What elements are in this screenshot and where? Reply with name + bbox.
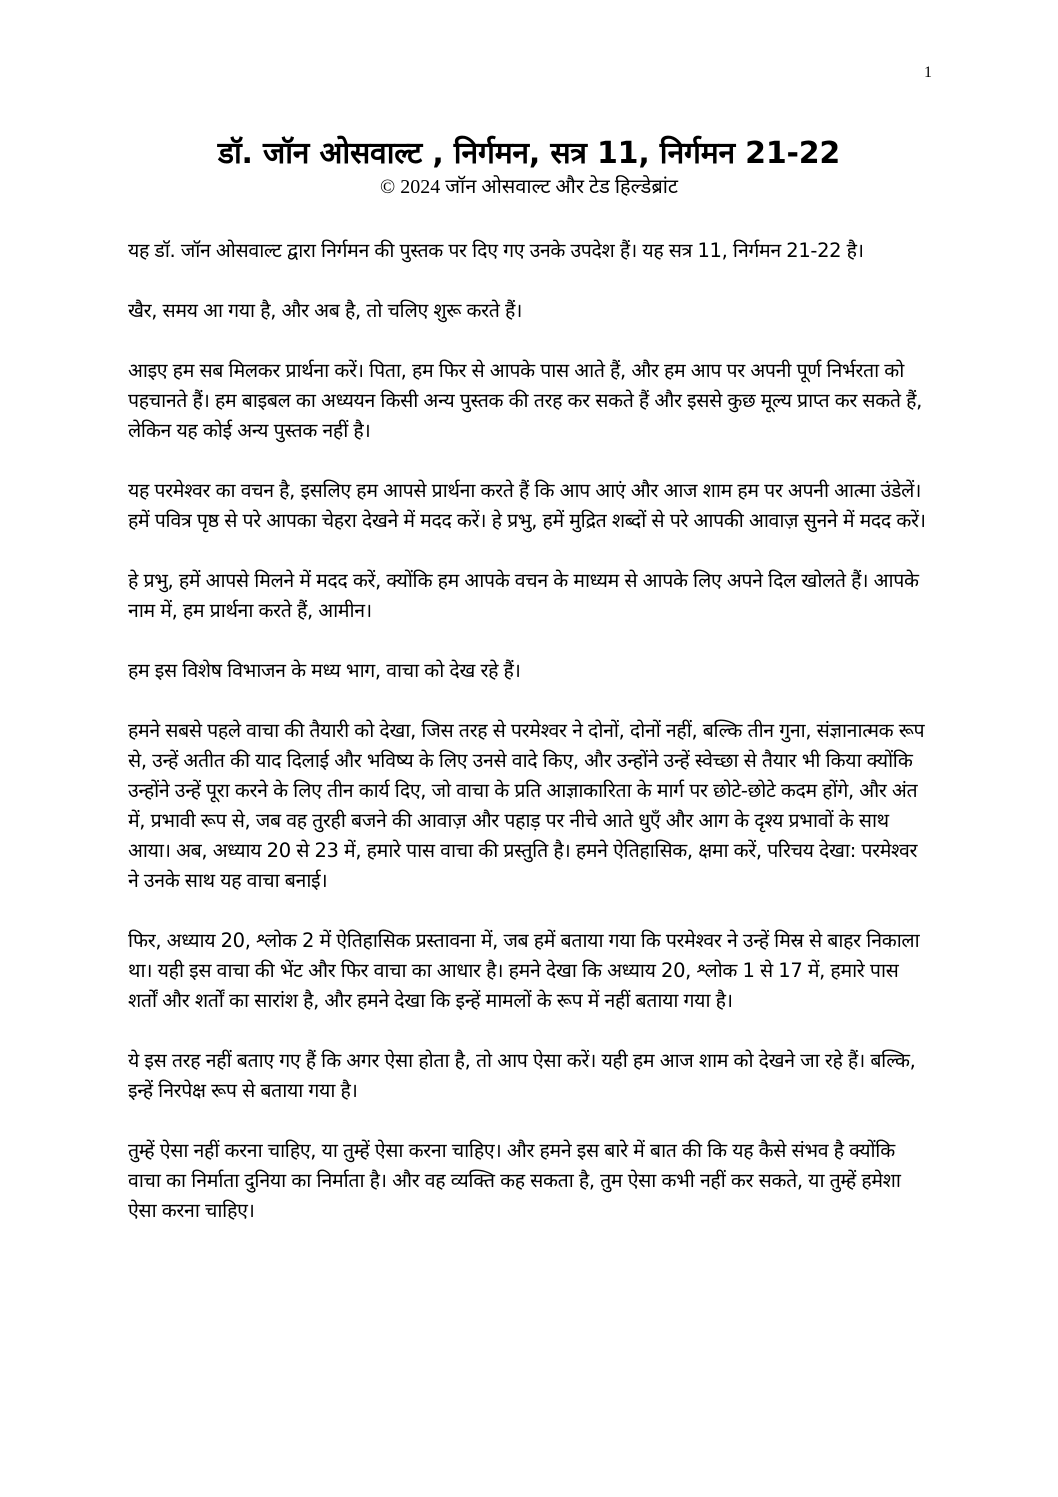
paragraph: तुम्हें ऐसा नहीं करना चाहिए, या तुम्हें ऐसा करना चाहिए। और हमने इस बारे में बात की कि यह कैसे संभव है क्योंकि वाचा का निर्माता दुनिया का निर्माता है। और वह व्यक्ति कह सकता है, तुम ऐसा कभी नहीं कर सकते, या तुम्हें हमेशा ऐसा करना चाहिए। xyxy=(128,1139,901,1222)
paragraph: यह डॉ. जॉन ओसवाल्ट द्वारा निर्गमन की पुस्तक पर दिए गए उनके उपदेश हैं। यह सत्र 11, निर्गमन 21-22 है। xyxy=(128,239,864,262)
copyright-line: © 2024 जॉन ओसवाल्ट और टेड हिल्डेब्रांट xyxy=(380,176,678,198)
page-number: 1 xyxy=(924,64,932,81)
document-header xyxy=(90,134,968,200)
paragraph: खैर, समय आ गया है, और अब है, तो चलिए शुरू करते हैं। xyxy=(128,299,523,322)
paragraph: हे प्रभु, हमें आपसे मिलने में मदद करें, क्योंकि हम आपके वचन के माध्यम से आपके लिए अपने दिल खोलते हैं। आपके नाम में, हम प्रार्थना करते हैं, आमीन। xyxy=(128,569,919,622)
document-body xyxy=(128,236,928,1256)
paragraph: आइए हम सब मिलकर प्रार्थना करें। पिता, हम फिर से आपके पास आते हैं, और हम आप पर अपनी पूर्ण निर्भरता को पहचानते हैं। हम बाइबल का अध्ययन किसी अन्य पुस्तक की तरह कर सकते हैं और इससे कुछ मूल्य प्राप्त कर सकते हैं, लेकिन यह कोई अन्य पुस्तक नहीं है। xyxy=(128,359,922,442)
document-title: डॉ. जॉन ओसवाल्ट , निर्गमन, सत्र 11, निर्गमन 21-22 xyxy=(217,136,841,171)
paragraph: हम इस विशेष विभाजन के मध्य भाग, वाचा को देख रहे हैं। xyxy=(128,659,521,682)
paragraph: ये इस तरह नहीं बताए गए हैं कि अगर ऐसा होता है, तो आप ऐसा करें। यही हम आज शाम को देखने जा रहे हैं। बल्कि, इन्हें निरपेक्ष रूप से बताया गया है। xyxy=(128,1049,916,1102)
paragraph: यह परमेश्वर का वचन है, इसलिए हम आपसे प्रार्थना करते हैं कि आप आएं और आज शाम हम पर अपनी आत्मा उंडेलें। हमें पवित्र पृष्ठ से परे आपका चेहरा देखने में मदद करें। हे प्रभु, हमें मुद्रित शब्दों से परे आपकी आवाज़ सुनने में मदद करें। xyxy=(128,479,926,532)
paragraph: फिर, अध्याय 20, श्लोक 2 में ऐतिहासिक प्रस्तावना में, जब हमें बताया गया कि परमेश्वर ने उन्हें मिस्र से बाहर निकाला था। यही इस वाचा की भेंट और फिर वाचा का आधार है। हमने देखा कि अध्याय 20, श्लोक 1 से 17 में, हमारे पास शर्तों और शर्तों का सारांश है, और हमने देखा कि इन्हें मामलों के रूप में नहीं बताया गया है। xyxy=(128,929,920,1012)
paragraph: हमने सबसे पहले वाचा की तैयारी को देखा, जिस तरह से परमेश्वर ने दोनों, दोनों नहीं, बल्कि तीन गुना, संज्ञानात्मक रूप से, उन्हें अतीत की याद दिलाई और भविष्य के लिए उनसे वादे किए, और उन्होंने उन्हें स्वेच्छा से तैयार भी किया क्योंकि उन्होंने उन्हें पूरा करने के लिए तीन कार्य दिए, जो वाचा के प्रति आज्ञाकारिता के मार्ग पर छोटे-छोटे कदम होंगे, और अंत में, प्रभावी रूप से, जब वह तुरही बजने की आवाज़ और पहाड़ पर नीचे आते धुएँ और आग के दृश्य प्रभावों के साथ आया। अब, अध्याय 20 से 23 में, हमारे पास वाचा की प्रस्तुति है। हमने ऐतिहासिक, क्षमा करें, परिचय देखा: परमेश्वर ने उनके साथ यह वाचा बनाई। xyxy=(128,719,925,892)
